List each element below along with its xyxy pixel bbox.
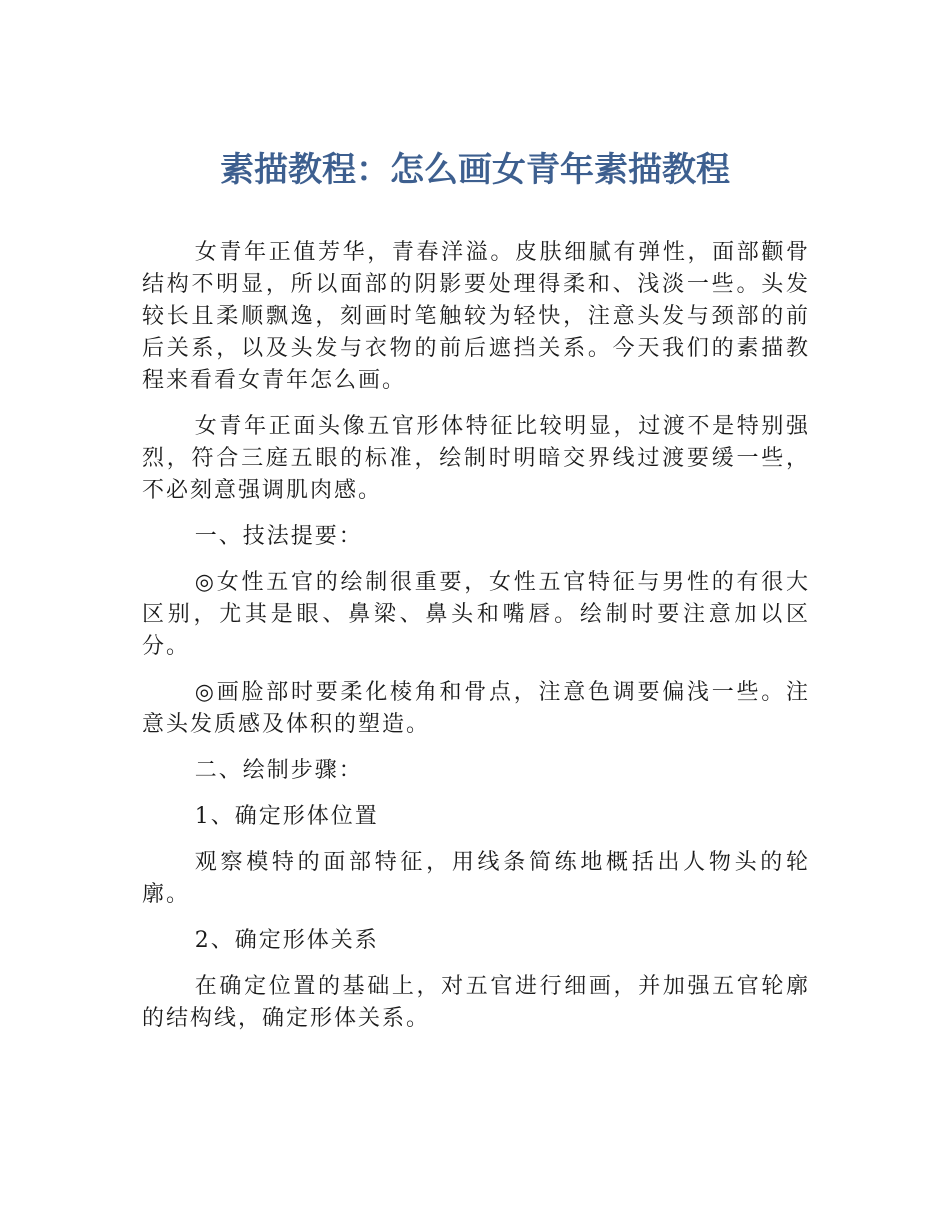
section-heading-technique: 一、技法提要： [194,524,363,549]
document-body [142,237,810,1049]
step-heading-2: 2、确定形体关系 [194,928,379,953]
section-heading-steps: 二、绘制步骤： [194,758,363,783]
paragraph-technique-face: ◎画脸部时要柔化棱角和骨点，注意色调要偏浅一些。注意头发质感及体积的塑造。 [142,680,810,737]
step-text-1: 观察模特的面部特征，用线条简练地概括出人物头的轮廓。 [142,850,810,907]
paragraph-technique-features: ◎女性五官的绘制很重要，女性五官特征与男性的有很大区别，尤其是眼、鼻梁、鼻头和嘴唇。绘制时要注意加以区分。 [142,570,810,659]
step-heading-1: 1、确定形体位置 [194,804,379,829]
paragraph-intro: 女青年正值芳华，青春洋溢。皮肤细腻有弹性，面部颧骨结构不明显，所以面部的阴影要处理得柔和、浅淡一些。头发较长且柔顺飘逸，刻画时笔触较为轻快，注意头发与颈部的前后关系，以及头发与衣物的前后遮挡关系。今天我们的素描教程来看看女青年怎么画。 [142,240,810,393]
paragraph-front-portrait: 女青年正面头像五官形体特征比较明显，过渡不是特别强烈，符合三庭五眼的标准，绘制时明暗交界线过渡要缓一些，不必刻意强调肌肉感。 [142,414,810,503]
document-title: 素描教程：怎么画女青年素描教程 [220,150,730,190]
step-text-2: 在确定位置的基础上，对五官进行细画，并加强五官轮廓的结构线，确定形体关系。 [142,974,810,1031]
